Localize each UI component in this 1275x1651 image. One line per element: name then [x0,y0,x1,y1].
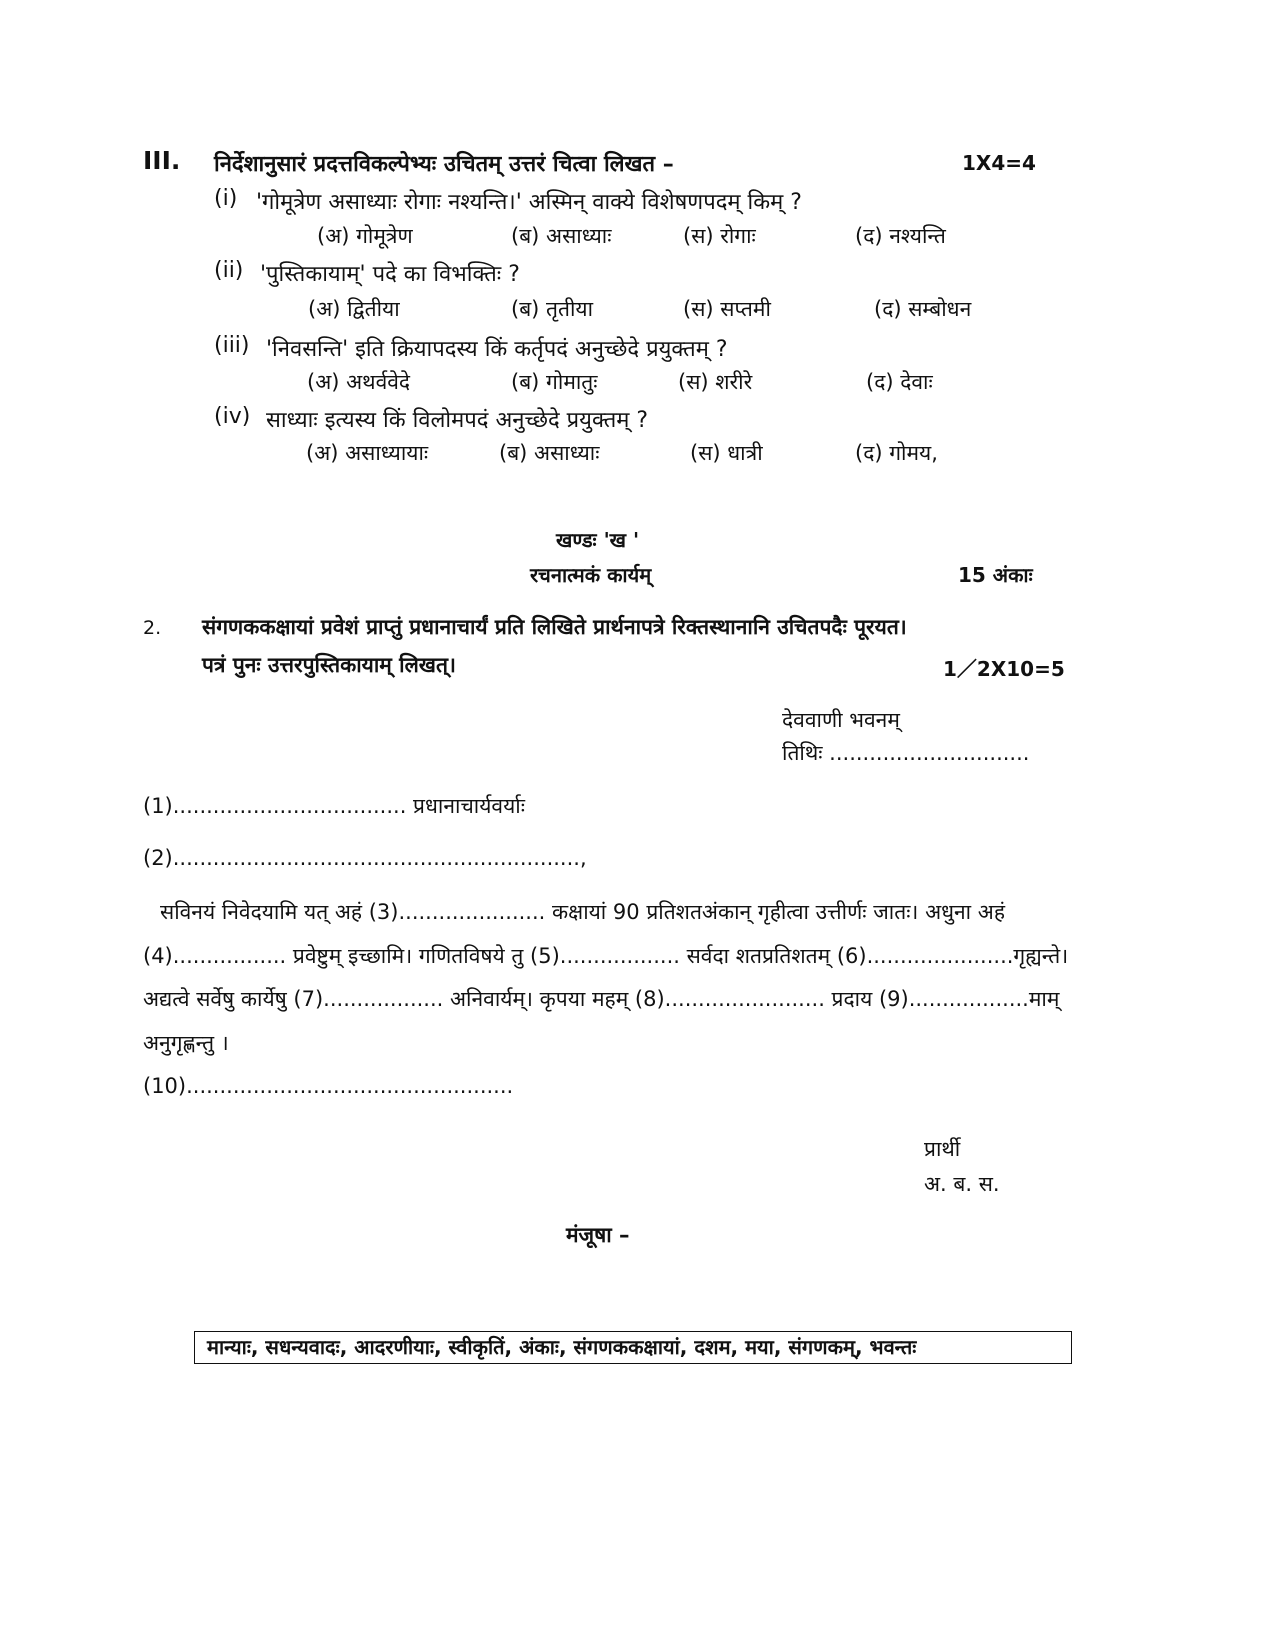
section-marks: 1X4=4 [962,151,1036,175]
option-c: (स) शरीरे [678,370,753,394]
option-a: (अ) असाध्यायाः [306,441,429,465]
option-b: (ब) तृतीया [511,297,594,321]
option-d: (द) गोमय, [855,441,938,465]
option-b: (ब) असाध्याः [511,224,612,248]
option-c: (स) धात्री [690,441,763,465]
letter-address: देववाणी भवनम् [782,708,900,732]
section-instruction: निर्देशानुसारं प्रदत्तविकल्पेभ्यः उचितम् उत्तरं चित्वा लिखत – [214,152,674,177]
letter-body-line: अद्यत्वे सर्वेषु कार्येषु (7).................. अनिवार्यम्। कृपया महम् (8)........................ प्रदाय (9)..................माम् [143,987,1060,1011]
question-marks: 1／2X10=5 [943,657,1065,681]
letter-blank-2: (2)............................................................., [143,846,587,870]
question-text: 'पुस्तिकायाम्' पदे का विभक्तिः ? [260,262,520,287]
letter-body-line: सविनयं निवेदयामि यत् अहं (3)...................... कक्षायां 90 प्रतिशतअंकान् गृहीत्वा उत्तीर्णः जातः। अधुना अहं [160,900,1005,924]
question-text: 'निवसन्ति' इति क्रियापदस्य किं कर्तृपदं अनुच्छेदे प्रयुक्तम् ? [266,337,728,362]
option-a: (अ) गोमूत्रेण [317,224,413,248]
question-text: साध्याः इत्यस्य किं विलोमपदं अनुच्छेदे प्रयुक्तम् ? [266,408,649,433]
question-text: 'गोमूत्रेण असाध्याः रोगाः नश्यन्ति।' अस्मिन् वाक्ये विशेषणपदम् किम् ? [256,190,802,215]
question-text-line2: पत्रं पुनः उत्तरपुस्तिकायाम् लिखत्। [202,653,456,677]
letter-signature: अ. ब. स. [924,1172,1000,1196]
section-marks: 15 अंकाः [958,563,1033,587]
letter-signoff: प्रार्थी [924,1137,961,1161]
section-number: III. [143,146,181,175]
letter-body-line: (4)................. प्रवेष्टुम् इच्छामि। गणितविषये तु (5).................. सर्वदा शतप्रतिशतम् (6)......................गृह्यन्ते। [143,944,1069,968]
section-subheading: रचनात्मकं कार्यम् [530,563,652,587]
word-box-heading: मंजूषा – [566,1223,630,1247]
option-d: (द) देवाः [866,370,933,394]
letter-blank-10: (10)................................................. [143,1074,514,1098]
option-c: (स) सप्तमी [683,297,771,321]
word-box: मान्याः, सधन्यवादः, आदरणीयाः, स्वीकृतिं, अंकाः, संगणककक्षायां, दशम, मया, संगणकम्, भवन्तः [194,1331,1072,1364]
question-number: (iii) [214,333,250,358]
option-a: (अ) द्वितीया [308,297,400,321]
question-number: (ii) [214,258,244,283]
option-b: (ब) गोमातुः [511,370,598,394]
letter-blank-1: (1)................................... प्रधानाचार्यवर्याः [143,794,525,818]
letter-body-line: अनुगृह्णन्तु । [143,1031,229,1055]
option-d: (द) सम्बोधन [874,297,972,321]
option-d: (द) नश्यन्ति [855,224,946,248]
question-number: (i) [214,186,238,211]
section-heading: खण्डः 'ख ' [556,528,640,552]
option-c: (स) रोगाः [683,224,756,248]
option-a: (अ) अथर्ववेदे [307,370,411,394]
question-text: संगणककक्षायां प्रवेशं प्राप्तुं प्रधानाचार्यं प्रति लिखिते प्रार्थनापत्रे रिक्तस्थानानि उचितपदैः पूरयत। [202,615,907,639]
letter-date: तिथिः .............................. [782,741,1030,765]
question-number: (iv) [214,404,251,429]
question-number: 2. [143,617,162,639]
option-b: (ब) असाध्याः [499,441,600,465]
